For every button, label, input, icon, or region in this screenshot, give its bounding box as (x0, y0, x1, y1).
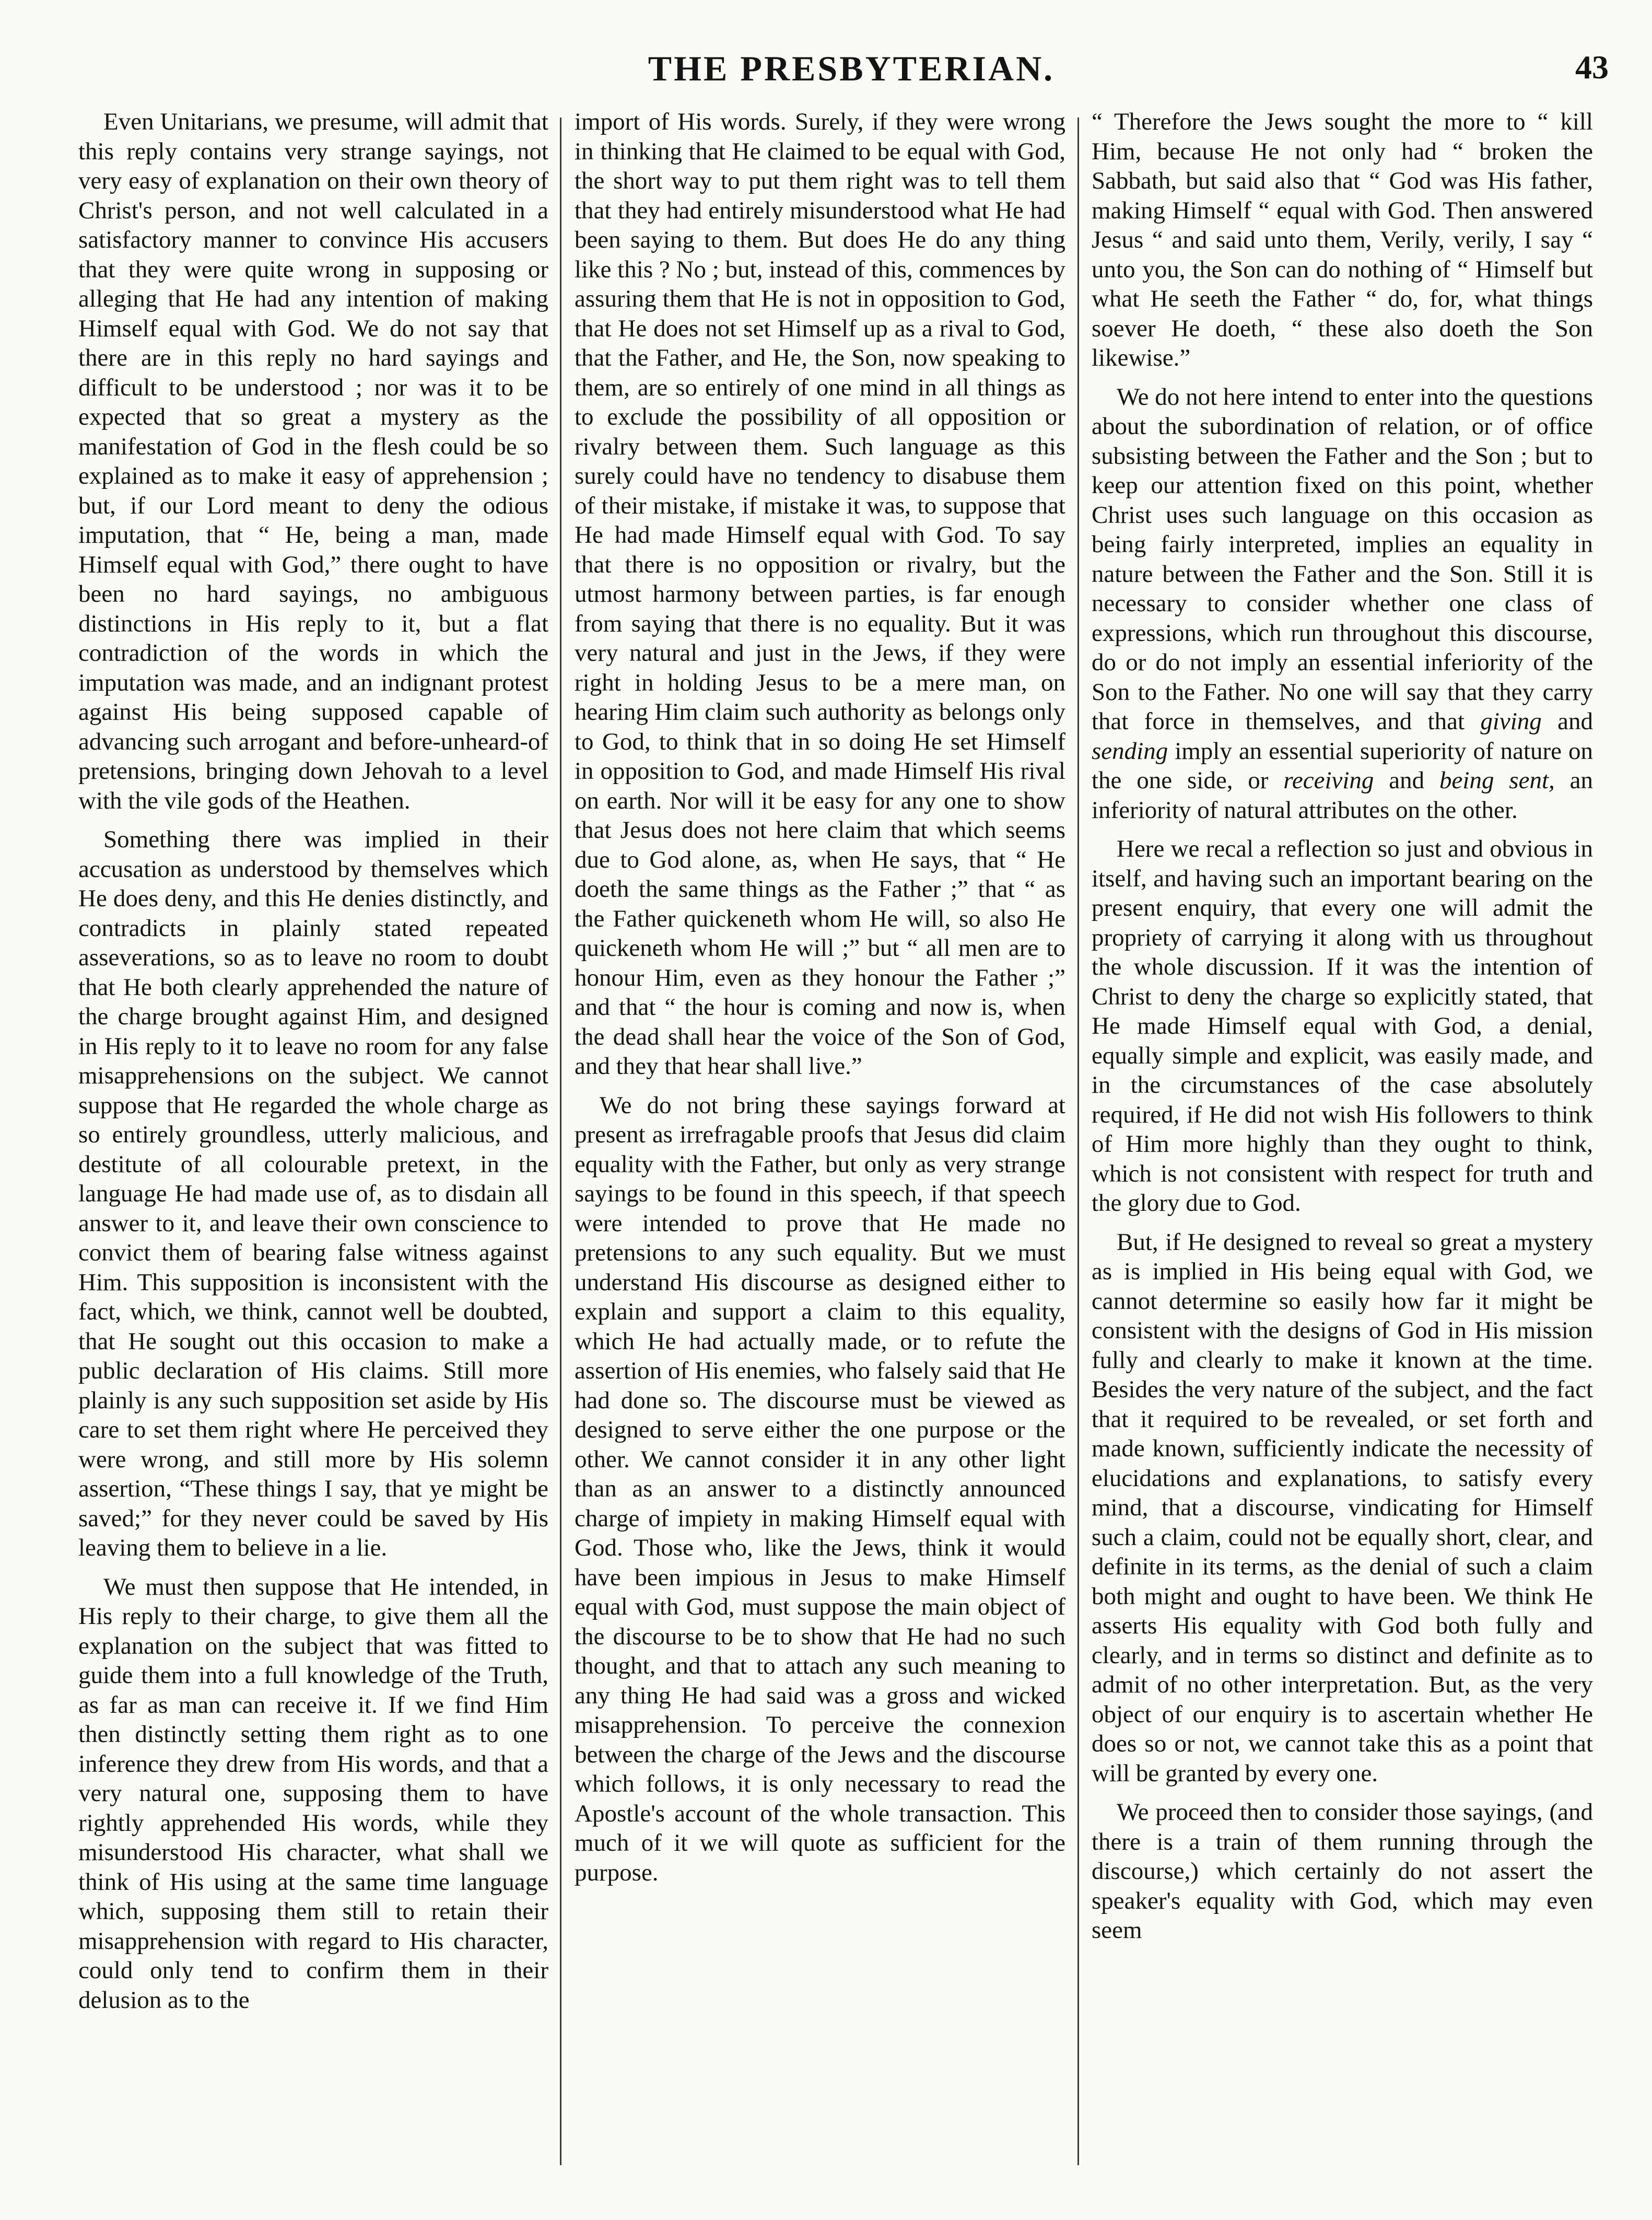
paragraph (1092, 382, 1593, 825)
paragraph: import of His words. Surely, if they were wrong in thinking that He claimed to be equal with God, the short way to put them right was to tell them that they had entirely misunderstood what He had been saying to them. But does He do any thing like this ? No ; but, instead of this, commences by assuring them that He is not in opposition to God, that He does not set Himself up as a rival to God, that the Father, and He, the Son, now speaking to them, are so entirely of one mind in all things as to exclude the possibility of all opposition or rivalry between them. Such language as this surely could have no tendency to disabuse them of their mistake, if mistake it was, to suppose that He had made Himself equal with God. To say that there is no opposition or rivalry, but the utmost harmony between parties, is far enough from saying that there is no equality. But it was very natural and just in the Jews, if they were right in holding Jesus to be a mere man, on hearing Him claim such authority as belongs only to God, to think that in so doing He set Himself in opposition to God, and made Himself His rival on earth. Nor will it be easy for any one to show that Jesus does not here claim that which seems due to God alone, as, when He says, that “ He doeth the same things as the Father ;” that “ as the Father quickeneth whom He will, so also He quickeneth whom He will ;” but “ all men are to honour Him, even as they honour the Father ;” and that “ the hour is coming and now is, when the dead shall hear the voice of the Son of God, and they that hear shall live.” (575, 108, 1065, 1080)
text-run: an inferiority of natural attributes on the other. (1092, 767, 1593, 824)
paragraph: We proceed then to consider those sayings, (and there is a train of them running through the discourse,) which certainly do not assert the speaker's equality with God, which may even seem (1092, 1798, 1593, 1944)
text-run: We do not here intend to enter into the questions about the subordination of relation, or of office subsisting between the Father and the Son ; but to keep our attention fixed on this point, whether Christ uses such language on this occasion as being fairly interpreted, implies an equality in nature between the Father and the Son. Still it is necessary to consider whether one class of expressions, which run throughout this discourse, do or do not imply an essential inferiority of the Son to the Father. No one will say that they carry that force in themselves, and that (1092, 383, 1593, 735)
scripture-quotation: “ Therefore the Jews sought the more to “ kill Him, because He not only had “ broken the Sabbath, but said also that “ God was His father, making Himself “ equal with God. Then answered Jesus “ and said unto them, Verily, verily, I say “ unto you, the Son can do nothing of “ Himself but what He seeth the Father “ do, for, what things soever He doeth, “ these also doeth the Son likewise.” (1092, 108, 1593, 371)
text-column-2 (575, 107, 1065, 2189)
paragraph: We must then suppose that He intended, in His reply to their charge, to give them all the explanation on the subject that was fitted to guide them into a full knowledge of the Truth, as far as man can receive it. If we find Him then distinctly setting them right as to one inference they drew from His words, and that a very natural one, supposing them to have rightly apprehended His words, while they misunderstood His character, what shall we think of His using at the same time language which, supposing them still to retain their misapprehension with regard to His character, could only tend to confirm them in their delusion as to the (78, 1573, 548, 2014)
emphasis: sending (1092, 737, 1168, 765)
emphasis: giving (1480, 708, 1542, 735)
emphasis: receiving (1283, 767, 1374, 794)
emphasis: being sent, (1439, 767, 1555, 794)
running-title: THE PRESBYTERIAN. (648, 49, 1055, 88)
text-column-1 (78, 107, 548, 2189)
text-run: and (1389, 767, 1425, 794)
paragraph: Something there was implied in their accusation as understood by themselves which He does deny, and this He denies distinctly, and contradicts in plainly stated repeated asseverations, so as to leave no room to doubt that He both clearly apprehended the nature of the charge brought against Him, and designed in His reply to it to leave no room for any false misapprehensions on the subject. We cannot suppose that He regarded the whole charge as so entirely groundless, utterly malicious, and destitute of all colourable pretext, in the language He had made use of, as to disdain all answer to it, and leave their own conscience to convict them of bearing false witness against Him. This supposition is inconsistent with the fact, which, we think, cannot well be doubted, that He sought out this occasion to make a public declaration of His claims. Still more plainly is any such supposition set aside by His care to set them right where He perceived they were wrong, and still more by His solemn assertion, “These things I say, that ye might be saved;” for they never could be saved by His leaving them to believe in a lie. (78, 826, 548, 1561)
column-divider (1077, 118, 1079, 2165)
paragraph: But, if He designed to reveal so great a mystery as is implied in His being equal with God, we cannot determine so easily how far it might be consistent with the designs of God in His mission fully and clearly to make it known at the time. Besides the very nature of the subject, and the fact that it required to be revealed, or set forth and made known, sufficiently indicate the necessity of elucidations and explanations, to satisfy every mind, that a discourse, vindicating for Himself such a claim, could not be equally short, clear, and definite in its terms, as the denial of such a claim both might and ought to have been. We think He asserts His equality with God both fully and clearly, and in terms so distinct and definite as to admit of no other interpretation. But, as the very object of our enquiry is to ascertain whether He does so or not, we cannot take this as a point that will be granted by every one. (1092, 1228, 1593, 1787)
paragraph: Here we recal a reflection so just and obvious in itself, and having such an important bearing on the present enquiry, that every one will admit the propriety of carrying it along with us throughout the whole discussion. If it was the intention of Christ to deny the charge so explicitly stated, that He made Himself equal with God, a denial, equally simple and explicit, was easily made, and in the circumstances of the case absolutely required, if He did not wish His followers to think of Him more highly than they ought to think, which is not consistent with respect for truth and the glory due to God. (1092, 835, 1593, 1217)
page-header (94, 48, 1609, 95)
paragraph: We do not bring these sayings forward at present as irrefragable proofs that Jesus did claim equality with the Father, but only as very strange sayings to be found in this speech, if that speech were intended to prove that He made no pretensions to any such equality. But we must understand His discourse as designed either to explain and support a claim to this equality, which He had actually made, or to refute the assertion of His enemies, who falsely said that He had done so. The discourse must be viewed as designed to serve either the one purpose or the other. We cannot consider it in any other light than as an answer to a distinctly announced charge of impiety in making Himself equal with God. Those who, like the Jews, think it would have been impious in Jesus to make Himself equal with God, must suppose the main object of the discourse to be to show that He had no such thought, and that to attach any such meaning to any thing He had said was a gross and wicked misapprehension. To perceive the connexion between the charge of the Jews and the discourse which follows, it is only necessary to read the Apostle's account of the whole transaction. This much of it we will quote as sufficient for the purpose. (575, 1091, 1065, 1886)
text-run: and (1557, 708, 1593, 735)
text-run: imply an essential superiority of nature on the one side, or (1092, 737, 1593, 794)
text-column-3 (1092, 107, 1593, 2189)
paragraph: Even Unitarians, we presume, will admit that this reply contains very strange sayings, not very easy of explanation on their own theory of Christ's person, and not well calculated in a satisfactory manner to convince His accusers that they were quite wrong in supposing or alleging that He had any intention of making Himself equal with God. We do not say that there are in this reply no hard sayings and difficult to be understood ; nor was it to be expected that so great a mystery as the manifestation of God in the flesh could be so explained as to make it easy of apprehension ; but, if our Lord meant to deny the odious imputation, that “ He, being a man, made Himself equal with God,” there ought to have been no hard sayings, no ambiguous distinctions in His reply to it, but a flat contradiction of the words in which the imputation was made, and an indignant protest against His being supposed capable of advancing such arrogant and before-unheard-of pretensions, bringing down Jehovah to a level with the vile gods of the Heathen. (78, 108, 548, 814)
page-number: 43 (1575, 49, 1609, 86)
column-divider (560, 118, 561, 2165)
